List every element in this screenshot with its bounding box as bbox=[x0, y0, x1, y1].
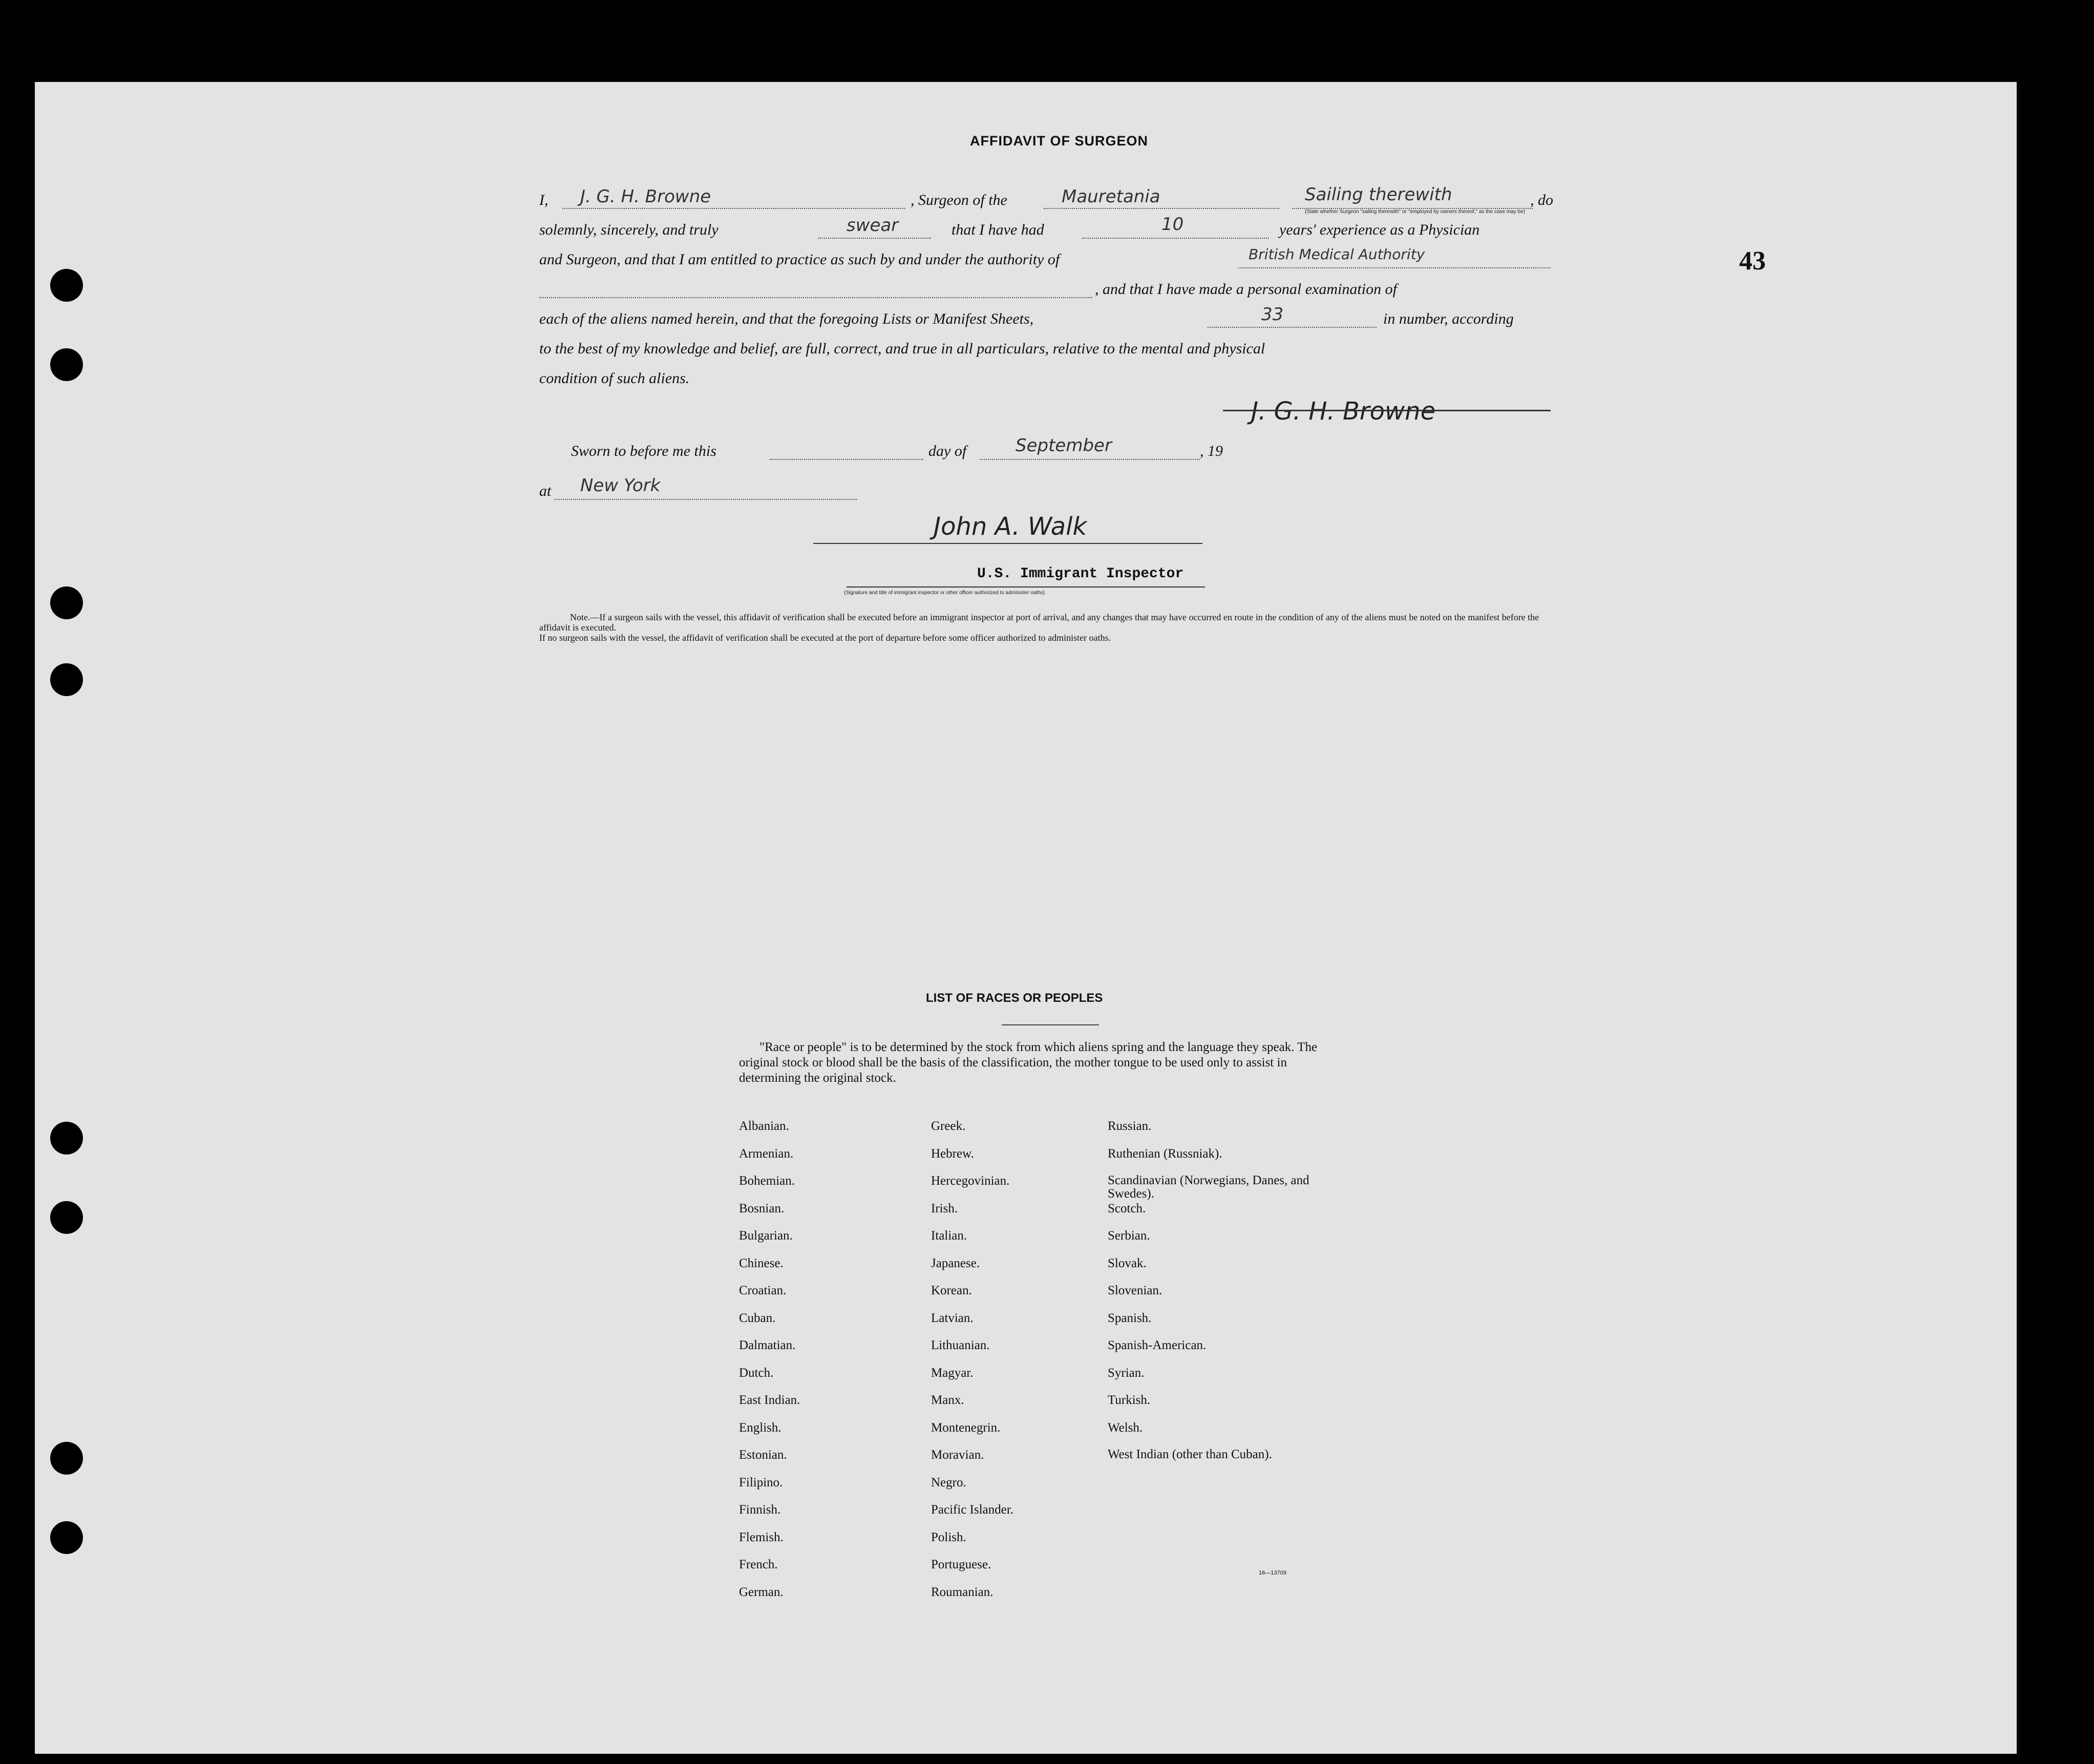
race-item: Chinese. bbox=[739, 1256, 784, 1270]
race-item: Negro. bbox=[931, 1475, 966, 1489]
punch-hole bbox=[50, 663, 83, 696]
punch-hole bbox=[50, 586, 83, 619]
text: , Surgeon of the bbox=[911, 192, 1007, 208]
race-item: Greek. bbox=[931, 1119, 966, 1133]
race-item: Korean. bbox=[931, 1284, 972, 1297]
text: , and that I have made a personal examination of bbox=[1095, 281, 1397, 298]
status-instruction: (State whether Surgeon "sailing therewith" or "employed by owners thereof," as the case may be) bbox=[1305, 209, 1525, 215]
affidavit-title: AFFIDAVIT OF SURGEON bbox=[970, 133, 1148, 149]
race-item: Polish. bbox=[931, 1530, 966, 1544]
text: at bbox=[539, 482, 552, 499]
text: each of the aliens named herein, and that the foregoing Lists or Manifest Sheets, bbox=[539, 310, 1034, 327]
race-item: West Indian (other than Cuban). bbox=[1108, 1447, 1272, 1461]
affidavit-line-1 bbox=[539, 184, 1553, 214]
race-item: Japanese. bbox=[931, 1256, 980, 1270]
punch-hole bbox=[50, 348, 83, 381]
inspector-title-line bbox=[847, 586, 1205, 587]
race-item: Latvian. bbox=[931, 1311, 974, 1325]
race-item: Welsh. bbox=[1108, 1420, 1143, 1435]
handwritten-surgeon-name: J. G. H. Browne bbox=[580, 186, 711, 207]
text: , 19 bbox=[1200, 443, 1223, 459]
affidavit-line-7 bbox=[539, 363, 1553, 392]
race-item: Filipino. bbox=[739, 1475, 783, 1489]
race-item: Scotch. bbox=[1108, 1201, 1146, 1215]
note-text: Note.—If a surgeon sails with the vessel, this affidavit of verification shall be executed before an immigrant inspector at port of arrival, and any changes that may have occurred en route in the condition of any of the aliens must be noted on the manifest before the affidavit is executed. bbox=[539, 612, 1539, 633]
races-column-2 bbox=[931, 1119, 1013, 1612]
affidavit-note bbox=[539, 612, 1553, 643]
race-item: Armenian. bbox=[739, 1146, 794, 1161]
race-item: East Indian. bbox=[739, 1393, 800, 1407]
race-item: Pacific Islander. bbox=[931, 1503, 1014, 1517]
race-item: Lithuanian. bbox=[931, 1338, 990, 1352]
handwritten-month: September bbox=[1016, 435, 1112, 456]
authority-continued-field bbox=[539, 277, 1092, 298]
race-item: Bosnian. bbox=[739, 1201, 785, 1215]
punch-hole bbox=[50, 1442, 83, 1475]
races-column-3 bbox=[1108, 1119, 1328, 1476]
race-item: Syrian. bbox=[1108, 1366, 1145, 1380]
handwritten-authority: British Medical Authority bbox=[1249, 246, 1425, 263]
text: and Surgeon, and that I am entitled to practice as such by and under the authority of bbox=[539, 251, 1060, 268]
race-item: Hebrew. bbox=[931, 1146, 974, 1161]
race-item: Portuguese. bbox=[931, 1558, 991, 1571]
handwritten-sheet-count: 33 bbox=[1261, 304, 1284, 325]
surgeon-signature-line bbox=[1223, 410, 1551, 411]
text: that I have had bbox=[951, 221, 1044, 238]
note-text: If no surgeon sails with the vessel, the affidavit of verification shall be executed at the port of departure before some officer authorized to administer oaths. bbox=[539, 633, 1111, 643]
race-item: Moravian. bbox=[931, 1448, 984, 1462]
text: to the best of my knowledge and belief, are full, correct, and true in all particulars, relative to the mental and physical bbox=[539, 340, 1265, 357]
surgeon-signature: J. G. H. Browne bbox=[1251, 397, 1436, 426]
affidavit-line-2 bbox=[539, 214, 1553, 244]
sworn-section bbox=[539, 435, 1553, 505]
inspector-signature-line bbox=[813, 543, 1202, 544]
sworn-line bbox=[539, 435, 1553, 465]
race-item: Hercegovinian. bbox=[931, 1174, 1010, 1188]
document-page bbox=[35, 82, 2017, 1754]
races-column-1 bbox=[739, 1119, 800, 1612]
text: , do bbox=[1530, 192, 1553, 208]
race-item: Albanian. bbox=[739, 1119, 789, 1133]
text: solemnly, sincerely, and truly bbox=[539, 221, 718, 238]
affidavit-line-3 bbox=[539, 244, 1553, 274]
race-item: Ruthenian (Russniak). bbox=[1108, 1146, 1222, 1161]
handwritten-status: Sailing therewith bbox=[1305, 184, 1452, 205]
race-item: Scandinavian (Norwegians, Danes, and Swedes). bbox=[1108, 1173, 1309, 1201]
handwritten-ship-name: Mauretania bbox=[1062, 186, 1160, 207]
punch-hole bbox=[50, 1201, 83, 1234]
inspector-title-stamp: U.S. Immigrant Inspector bbox=[977, 566, 1184, 582]
punch-hole bbox=[50, 269, 83, 302]
race-item: Slovenian. bbox=[1108, 1284, 1162, 1297]
race-item: Dutch. bbox=[739, 1366, 774, 1380]
at-line bbox=[539, 475, 1553, 505]
handwritten-years: 10 bbox=[1161, 214, 1184, 235]
races-intro: "Race or people" is to be determined by the stock from which aliens spring and the language they speak. The original stock or blood shall be the basis of the classification, the mother tongue to be used only to assist in determining the original stock. bbox=[739, 1040, 1318, 1085]
race-item: Bohemian. bbox=[739, 1174, 795, 1188]
race-item: Finnish. bbox=[739, 1503, 781, 1517]
race-item: Italian. bbox=[931, 1229, 967, 1243]
race-item: Croatian. bbox=[739, 1284, 787, 1297]
text: day of bbox=[928, 443, 967, 459]
page-number: 43 bbox=[1739, 246, 1766, 276]
text: in number, according bbox=[1383, 310, 1514, 327]
handwritten-place: New York bbox=[580, 475, 661, 496]
text: condition of such aliens. bbox=[539, 370, 690, 387]
affidavit-line-4 bbox=[539, 274, 1553, 303]
race-item: Estonian. bbox=[739, 1448, 787, 1462]
punch-hole bbox=[50, 1122, 83, 1154]
inspector-caption: (Signature and title of immigrant inspector or other officer authorized to administer oaths) bbox=[844, 590, 1045, 596]
sheet-count-field bbox=[1208, 306, 1377, 328]
race-item: Flemish. bbox=[739, 1530, 784, 1544]
text: I, bbox=[539, 192, 548, 208]
race-item: German. bbox=[739, 1585, 784, 1599]
handwritten-oath: swear bbox=[847, 215, 899, 236]
affidavit-body bbox=[539, 184, 1553, 392]
race-item: Russian. bbox=[1108, 1119, 1152, 1133]
text: years' experience as a Physician bbox=[1279, 221, 1480, 238]
race-item: Slovak. bbox=[1108, 1256, 1147, 1270]
inspector-signature: John A. Walk bbox=[934, 512, 1087, 541]
race-item: Turkish. bbox=[1108, 1393, 1151, 1407]
sworn-day-field bbox=[770, 438, 923, 460]
punch-hole bbox=[50, 1521, 83, 1554]
race-item: Montenegrin. bbox=[931, 1420, 1001, 1435]
affidavit-line-5 bbox=[539, 303, 1553, 333]
race-item: Roumanian. bbox=[931, 1585, 993, 1599]
race-item: French. bbox=[739, 1558, 778, 1571]
race-item: Spanish. bbox=[1108, 1311, 1152, 1325]
affidavit-line-6 bbox=[539, 333, 1553, 363]
race-item: Magyar. bbox=[931, 1366, 974, 1380]
text: Sworn to before me this bbox=[571, 443, 716, 459]
races-title: LIST OF RACES OR PEOPLES bbox=[926, 991, 1103, 1005]
race-item: Irish. bbox=[931, 1201, 958, 1215]
race-item: Cuban. bbox=[739, 1311, 776, 1325]
form-number: 16—13709 bbox=[1259, 1570, 1286, 1576]
race-item: Dalmatian. bbox=[739, 1338, 796, 1352]
race-item: Serbian. bbox=[1108, 1229, 1150, 1243]
race-item: Spanish-American. bbox=[1108, 1338, 1207, 1352]
race-item: Bulgarian. bbox=[739, 1229, 793, 1243]
race-item: English. bbox=[739, 1420, 781, 1435]
races-title-rule bbox=[1002, 1024, 1099, 1025]
race-item: Manx. bbox=[931, 1393, 964, 1407]
